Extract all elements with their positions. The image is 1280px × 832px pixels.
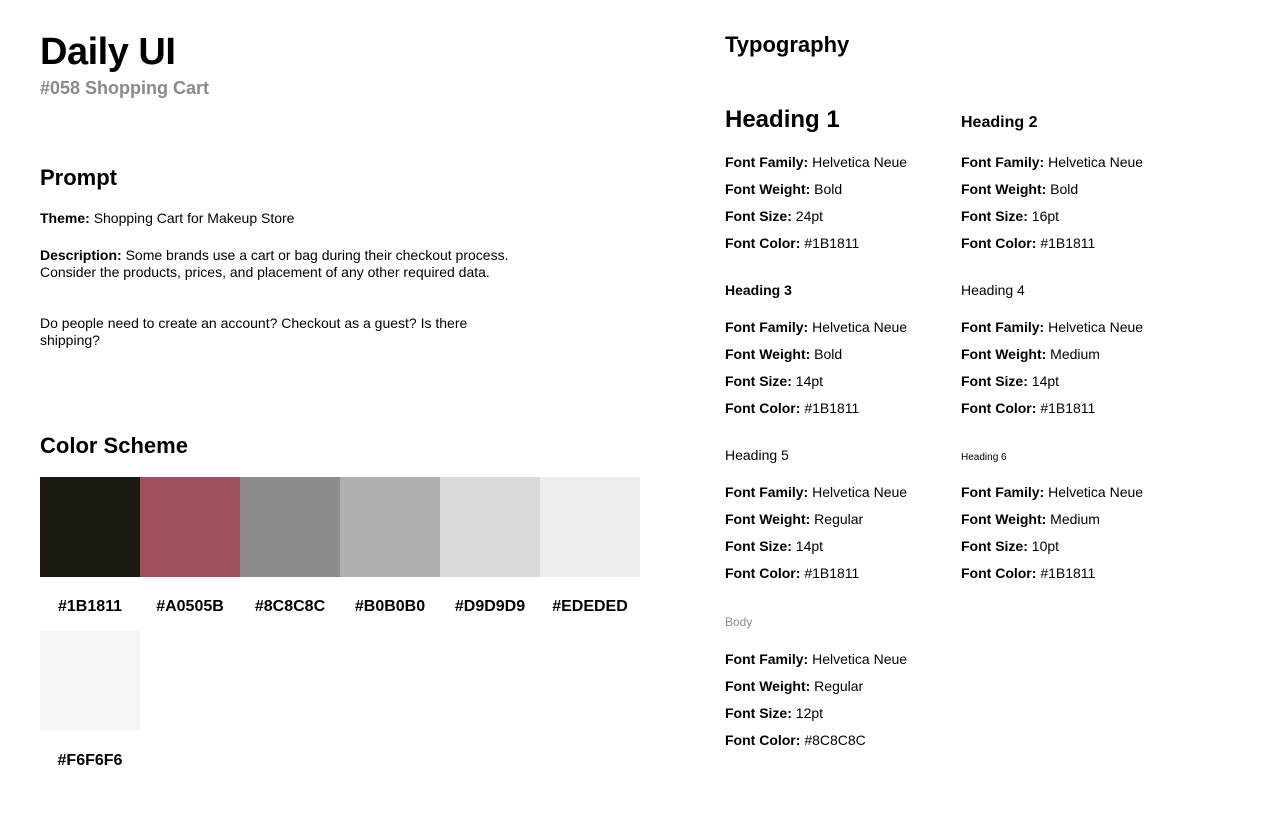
spec-font-family: Font Family: Helvetica Neue — [961, 484, 1144, 500]
spec-font-size: Font Size: 14pt — [725, 538, 824, 554]
spec-font-family: Font Family: Helvetica Neue — [725, 484, 908, 500]
spec-font-family: Font Family: Helvetica Neue — [725, 319, 908, 335]
style-name-heading-6: Heading 6 — [961, 452, 1007, 463]
color-swatch-d9d9d9 — [440, 477, 540, 577]
swatch-label: #D9D9D9 — [454, 598, 526, 615]
spec-font-family: Font Family: Helvetica Neue — [961, 154, 1144, 170]
swatch-label: #1B1811 — [57, 598, 123, 615]
prompt-description — [40, 247, 510, 281]
color-swatch-ededed — [540, 477, 640, 577]
spec-font-size: Font Size: 12pt — [725, 705, 824, 721]
theme-value: Shopping Cart for Makeup Store — [93, 210, 295, 226]
color-swatch-a0505b — [140, 477, 240, 577]
spec-font-color: Font Color: #1B1811 — [725, 400, 860, 416]
swatch-label: #8C8C8C — [254, 598, 326, 615]
prompt-heading: Prompt — [40, 165, 117, 190]
spec-font-size: Font Size: 24pt — [725, 208, 824, 224]
prompt-theme — [40, 210, 510, 227]
spec-font-size: Font Size: 10pt — [961, 538, 1060, 554]
spec-font-color: Font Color: #1B1811 — [725, 235, 860, 251]
swatch-label: #EDEDED — [552, 598, 628, 615]
spec-font-size: Font Size: 14pt — [961, 373, 1060, 389]
style-name-heading-1: Heading 1 — [725, 106, 840, 133]
style-name-body: Body — [725, 615, 753, 629]
spec-font-color: Font Color: #8C8C8C — [725, 732, 866, 748]
page-subtitle: #058 Shopping Cart — [40, 78, 210, 98]
swatch-label: #B0B0B0 — [354, 598, 426, 615]
swatch-label: #F6F6F6 — [57, 752, 123, 769]
theme-label: Theme: — [40, 210, 90, 226]
spec-font-family: Font Family: Helvetica Neue — [961, 319, 1144, 335]
style-name-heading-3: Heading 3 — [725, 282, 792, 298]
page-title: Daily UI — [40, 31, 176, 73]
spec-font-color: Font Color: #1B1811 — [725, 565, 860, 581]
description-value: Some brands use a cart or bag during their checkout process. Consider the products, prices, and placement of any other required data. — [40, 247, 509, 280]
color-swatch-b0b0b0 — [340, 477, 440, 577]
spec-font-weight: Font Weight: Bold — [961, 181, 1079, 197]
typography-heading: Typography — [725, 32, 850, 57]
style-name-heading-5: Heading 5 — [725, 447, 789, 463]
spec-font-size: Font Size: 14pt — [725, 373, 824, 389]
style-name-heading-2: Heading 2 — [961, 114, 1038, 131]
prompt-questions: Do people need to create an account? Checkout as a guest? Is there shipping? — [40, 315, 468, 348]
spec-font-color: Font Color: #1B1811 — [961, 235, 1096, 251]
style-name-heading-4: Heading 4 — [961, 282, 1025, 298]
spec-font-family: Font Family: Helvetica Neue — [725, 154, 908, 170]
spec-font-weight: Font Weight: Regular — [725, 511, 864, 527]
description-label: Description: — [40, 247, 122, 263]
spec-font-size: Font Size: 16pt — [961, 208, 1060, 224]
color-swatch-8c8c8c — [240, 477, 340, 577]
spec-font-weight: Font Weight: Medium — [961, 511, 1100, 527]
color-swatch-1b1811 — [40, 477, 140, 577]
spec-font-weight: Font Weight: Medium — [961, 346, 1100, 362]
spec-font-weight: Font Weight: Bold — [725, 346, 843, 362]
spec-font-weight: Font Weight: Bold — [725, 181, 843, 197]
spec-font-color: Font Color: #1B1811 — [961, 565, 1096, 581]
spec-font-weight: Font Weight: Regular — [725, 678, 864, 694]
spec-font-family: Font Family: Helvetica Neue — [725, 651, 908, 667]
spec-font-color: Font Color: #1B1811 — [961, 400, 1096, 416]
color-scheme-heading: Color Scheme — [40, 433, 188, 458]
color-swatch-f6f6f6 — [40, 631, 140, 731]
swatch-label: #A0505B — [156, 598, 224, 615]
